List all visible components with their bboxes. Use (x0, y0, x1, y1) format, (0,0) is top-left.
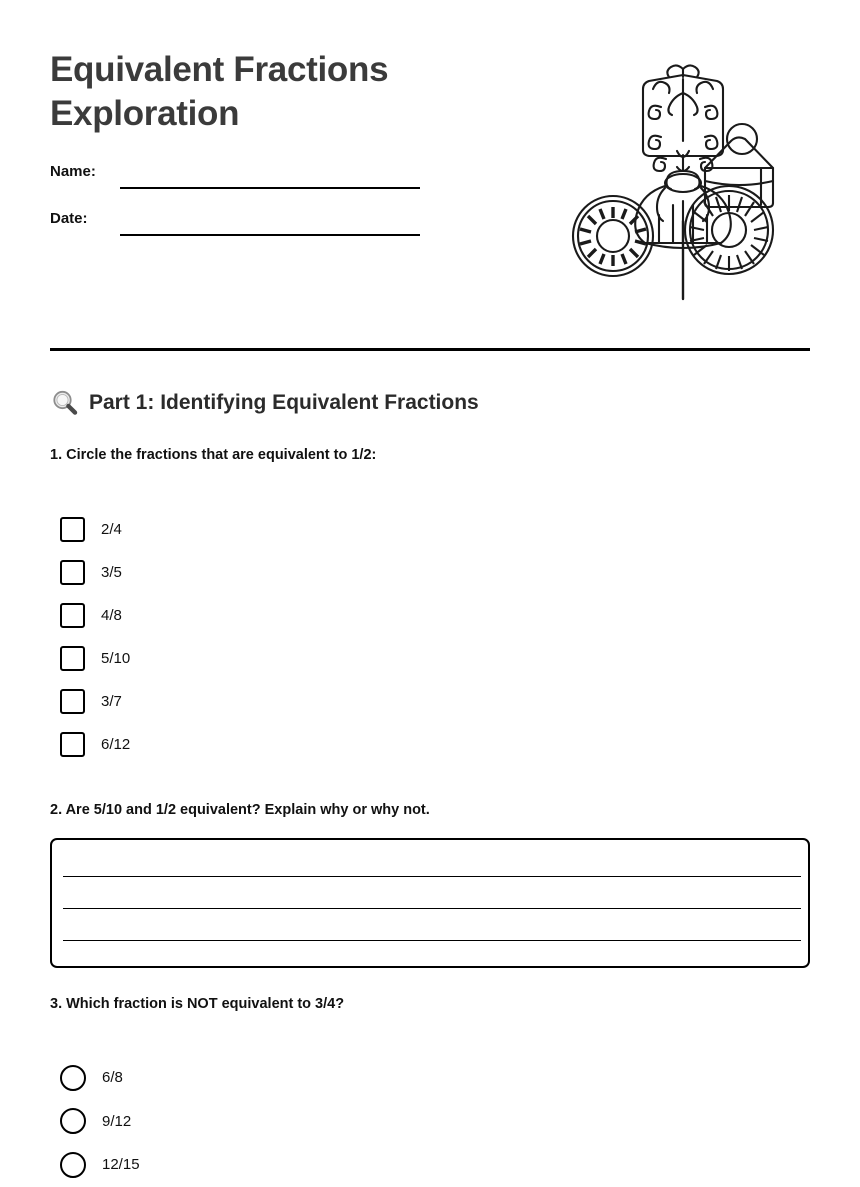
radio-option[interactable] (60, 1056, 140, 1100)
checkbox-option[interactable] (60, 637, 130, 680)
page-title: Equivalent Fractions Exploration (50, 50, 389, 134)
radio-option[interactable] (60, 1143, 140, 1187)
option-label: 4/8 (101, 607, 122, 624)
option-label: 5/10 (101, 650, 131, 667)
option-label: 3/5 (101, 564, 122, 581)
radio-icon[interactable] (60, 1108, 86, 1134)
question-2-prompt: 2. Are 5/10 and 1/2 equivalent? Explain why or why not. (50, 802, 430, 818)
option-label: 6/12 (101, 736, 131, 753)
checkbox-icon[interactable] (60, 689, 85, 714)
question-1-options (60, 508, 130, 766)
option-label: 2/4 (101, 521, 122, 538)
radio-icon[interactable] (60, 1152, 86, 1178)
question-1-prompt: 1. Circle the fractions that are equivalent to 1/2: (50, 447, 377, 463)
checkbox-icon[interactable] (60, 646, 85, 671)
name-field-label: Name: (50, 163, 96, 180)
section-heading (50, 388, 479, 418)
radio-icon[interactable] (60, 1065, 86, 1091)
option-label: 9/12 (102, 1112, 132, 1130)
question-3-prompt: 3. Which fraction is NOT equivalent to 3/4? (50, 996, 345, 1012)
kiwi-slice-right (685, 186, 773, 274)
writing-line (63, 876, 801, 877)
option-label: 6/8 (102, 1069, 123, 1087)
checkbox-option[interactable] (60, 508, 130, 551)
name-field-line[interactable] (120, 187, 420, 189)
checkbox-option[interactable] (60, 723, 130, 766)
pineapple-crown (643, 65, 723, 171)
checkbox-option[interactable] (60, 551, 130, 594)
option-label: 3/7 (101, 693, 122, 710)
writing-line (63, 940, 801, 941)
section-divider (50, 348, 810, 351)
kiwi-slice-left (573, 196, 653, 276)
checkbox-icon[interactable] (60, 732, 85, 757)
writing-line (63, 908, 801, 909)
section-heading-label: Part 1: Identifying Equivalent Fractions (89, 391, 479, 414)
option-label: 12/15 (102, 1156, 140, 1174)
magnifying-glass-icon (50, 388, 80, 418)
date-field-line[interactable] (120, 234, 420, 236)
date-field-label: Date: (50, 210, 88, 227)
checkbox-icon[interactable] (60, 517, 85, 542)
question-2-answer-box[interactable] (50, 838, 810, 968)
question-3-options (60, 1056, 140, 1187)
radio-option[interactable] (60, 1100, 140, 1144)
checkbox-option[interactable] (60, 680, 130, 723)
checkbox-icon[interactable] (60, 560, 85, 585)
checkbox-icon[interactable] (60, 603, 85, 628)
pineapple-cake-kiwi-illustration (565, 55, 800, 310)
checkbox-option[interactable] (60, 594, 130, 637)
